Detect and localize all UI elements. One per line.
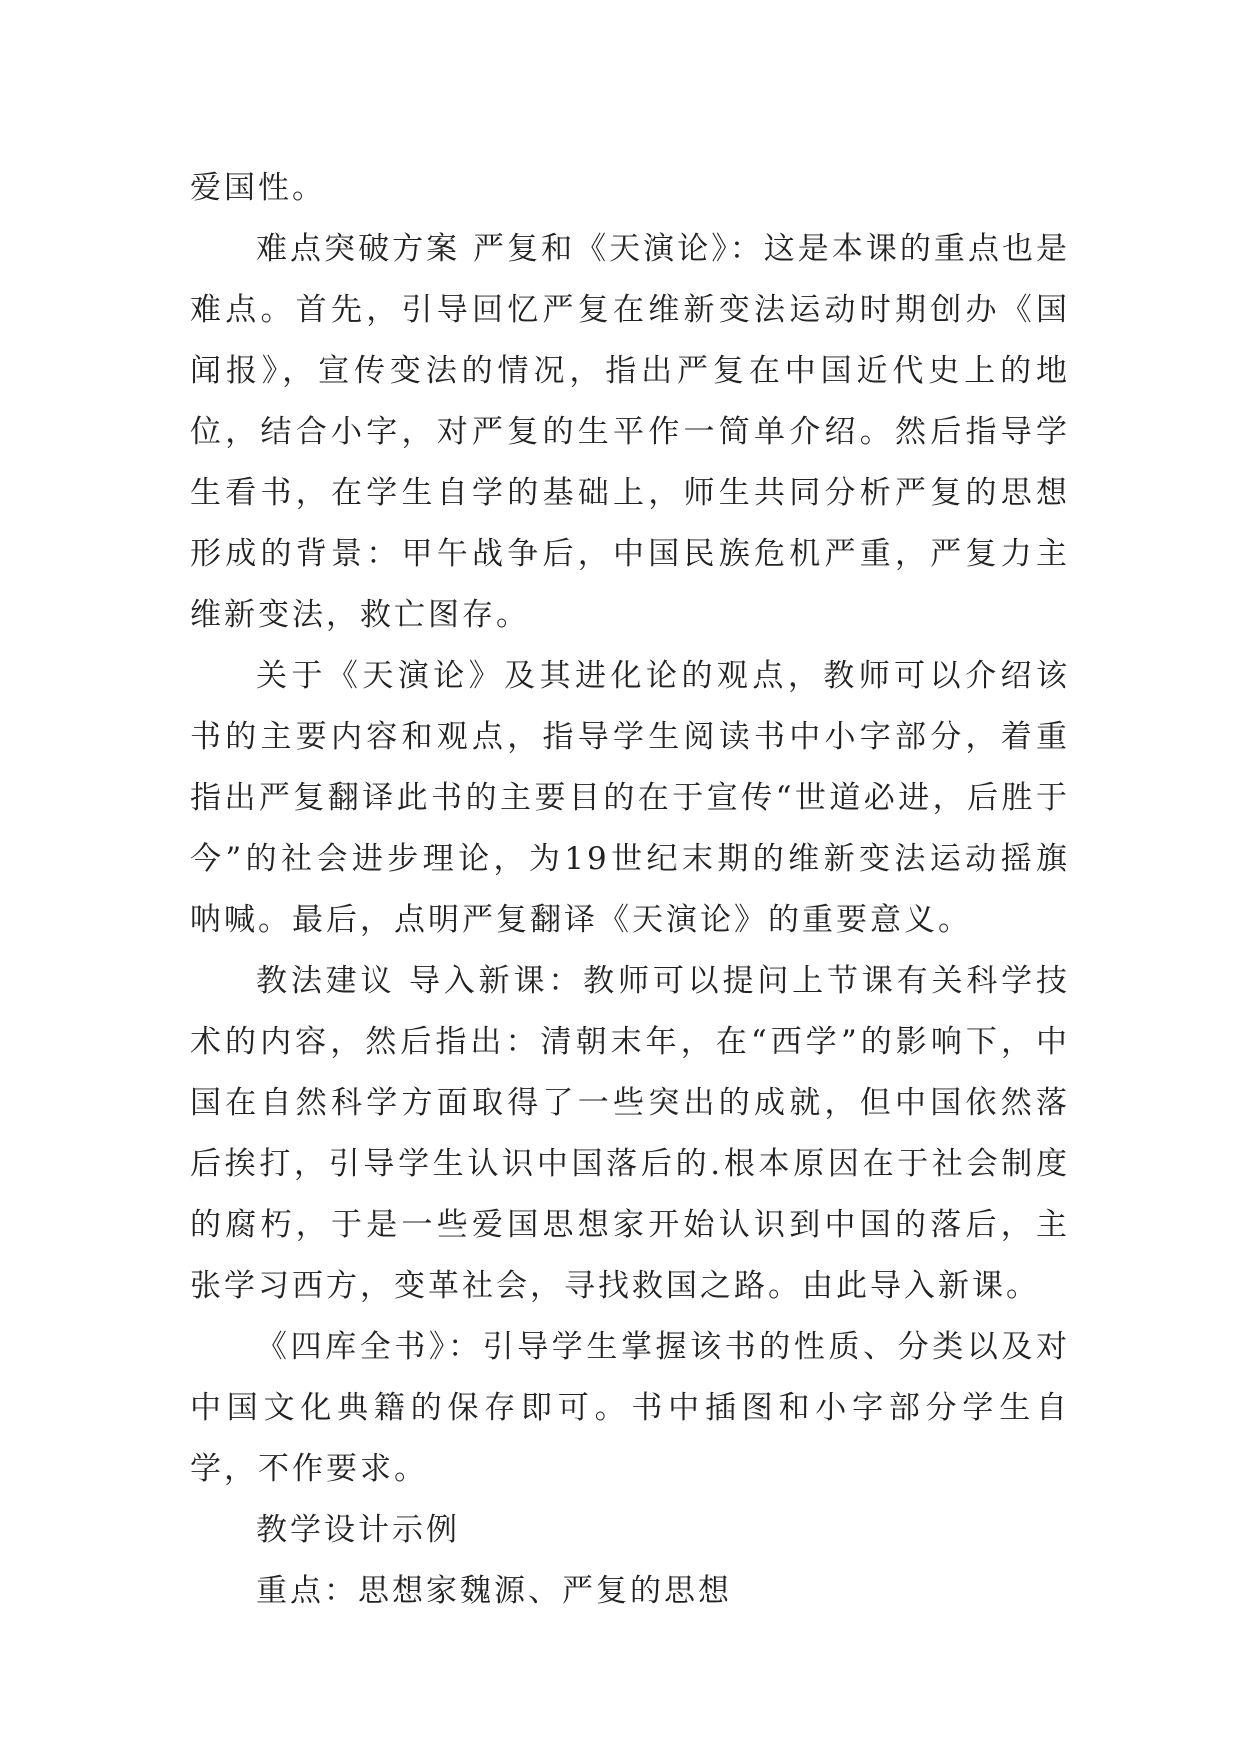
paragraph-key-point: 重点：思想家魏源、严复的思想 xyxy=(256,1573,732,1609)
paragraph-siku-quanshu: 《四库全书》：引导学生掌握该书的性质、分类以及对中国文化典籍的保存即可。书中插图和小字部分学生自学，不作要求。 xyxy=(190,1329,1070,1487)
paragraph-continuation: 爱国性。 xyxy=(190,170,326,206)
section-heading-design-example: 教学设计示例 xyxy=(256,1512,460,1548)
paragraph-difficulty-solution: 难点突破方案 严复和《天演论》：这是本课的重点也是难点。首先，引导回忆严复在维新变法运动时期创办《国闻报》，宣传变法的情况，指出严复在中国近代史上的地位，结合小字，对严复的生平作一简单介绍。然后指导学生看书，在学生自学的基础上，师生共同分析严复的思想形成的背景：甲午战争后，中国民族危机严重，严复力主维新变法，救亡图存。 xyxy=(190,231,1070,633)
paragraph-teaching-suggestion: 教法建议 导入新课：教师可以提问上节课有关科学技术的内容，然后指出：清朝末年，在“西学”的影响下，中国在自然科学方面取得了一些突出的成就，但中国依然落后挨打，引导学生认识中国落后的.根本原因在于社会制度的腐朽，于是一些爱国思想家开始认识到中国的落后，主张学习西方，变革社会，寻找救国之路。由此导入新课。 xyxy=(190,963,1070,1304)
document-body xyxy=(190,158,1070,1622)
paragraph-tianyanlun: 关于《天演论》及其进化论的观点，教师可以介绍该书的主要内容和观点，指导学生阅读书中小字部分，着重指出严复翻译此书的主要目的在于宣传“世道必进，后胜于今”的社会进步理论，为19世纪末期的维新变法运动摇旗呐喊。最后，点明严复翻译《天演论》的重要意义。 xyxy=(190,658,1070,938)
